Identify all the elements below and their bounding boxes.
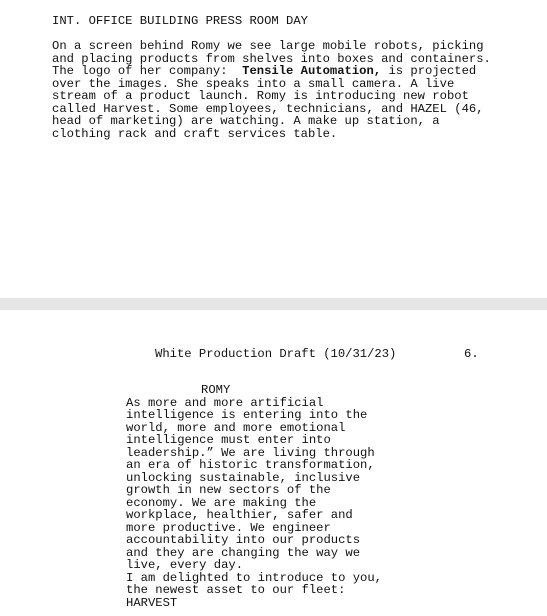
dialogue-line: the newest asset to our fleet: [126, 583, 346, 597]
dialogue-line: workplace, healthier, safer and [126, 508, 353, 522]
dialogue-line: an era of historic transformation, [126, 458, 375, 472]
character-name: ROMY [201, 383, 231, 397]
dialogue-line: leadership.” We are living through [126, 445, 375, 460]
dialogue-line: and they are changing the way we [126, 545, 361, 560]
script-page-top [0, 0, 547, 298]
action-line: stream of a product launch. Romy is introducing new robot [52, 89, 469, 103]
dialogue-line: economy. We are making the [126, 495, 317, 510]
script-page-bottom [0, 310, 547, 616]
dialogue-line: I am delighted to introduce to you, [126, 570, 382, 585]
dialogue-line: unlocking sustainable, inclusive [126, 470, 361, 485]
dialogue-line: growth in new sectors of the [126, 483, 331, 497]
dialogue-line: intelligence is entering into the [126, 408, 368, 422]
dialogue-line: As more and more artificial [126, 395, 324, 410]
dialogue-line: live, every day. [126, 558, 244, 572]
action-line [52, 65, 492, 78]
dialogue-line: intelligence must enter into [126, 433, 331, 447]
action-text: is projected [381, 64, 477, 78]
action-line: over the images. She speaks into a small camera. A live [52, 76, 455, 91]
action-text: The logo of her company: [52, 64, 243, 78]
action-line: and placing products from shelves into boxes and containers. [52, 51, 491, 66]
dialogue-line: HARVEST [126, 595, 178, 610]
page-number: 6. [464, 347, 479, 361]
action-paragraph [52, 40, 492, 140]
dialogue-line: more productive. We engineer [126, 520, 331, 535]
page-separator [0, 298, 547, 310]
action-line: clothing rack and craft services table. [52, 126, 338, 141]
dialogue-line: world, more and more emotional [126, 420, 346, 435]
action-line: head of marketing) are watching. A make up station, a [52, 114, 440, 128]
dialogue-block [126, 397, 386, 610]
action-line: called Harvest. Some employees, technicians, and HAZEL (46, [52, 101, 484, 116]
dialogue-line: accountability into our products [126, 533, 361, 547]
company-name: Tensile Automation, [242, 64, 382, 78]
action-line: On a screen behind Romy we see large mobile robots, picking [52, 39, 484, 53]
scene-heading: INT. OFFICE BUILDING PRESS ROOM DAY [52, 14, 308, 28]
draft-header: White Production Draft (10/31/23) [155, 347, 397, 361]
